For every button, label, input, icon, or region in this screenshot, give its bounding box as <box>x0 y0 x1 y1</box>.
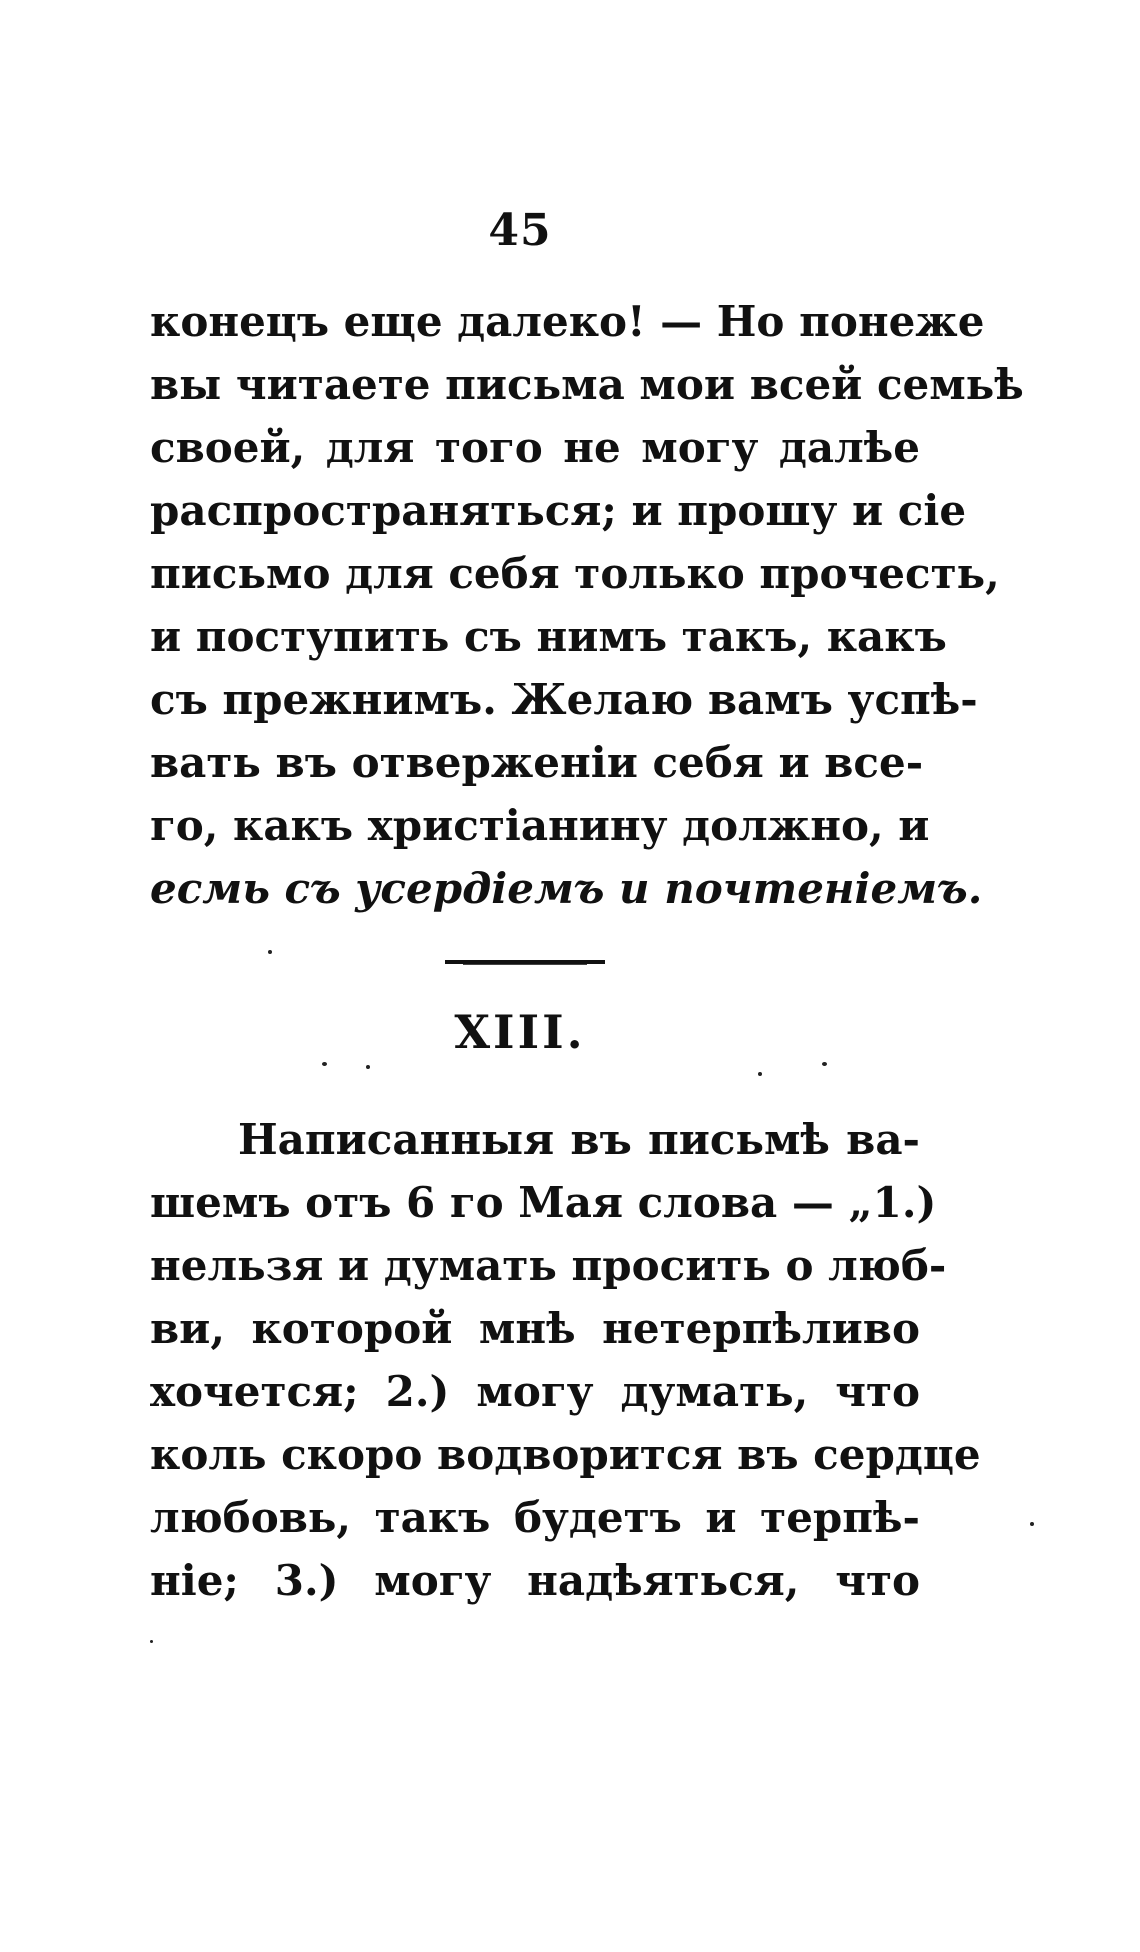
paragraph-continuation <box>150 290 1024 920</box>
text-line: коль скоро водворится въ сердце <box>150 1430 981 1479</box>
text-line: хочется; 2.) могу думать, что <box>150 1367 920 1416</box>
scan-speck <box>366 1065 370 1069</box>
scan-speck <box>758 1072 762 1076</box>
text-line: ніе; 3.) могу надѣяться, что <box>150 1556 920 1605</box>
scan-speck <box>822 1062 827 1066</box>
scan-speck <box>150 1640 153 1643</box>
text-line: своей, для того не могу далѣе <box>150 423 920 472</box>
text-line: письмо для себя только прочесть, <box>150 549 1000 598</box>
text-line: и поступить съ нимъ такъ, какъ <box>150 612 947 661</box>
text-line: конецъ еще далеко! — Но понеже <box>150 297 985 346</box>
text-line: Написанныя въ письмѣ ва- <box>238 1115 920 1164</box>
section-heading: XIII. <box>454 1005 586 1059</box>
text-line: любовь, такъ будетъ и терпѣ- <box>150 1493 920 1542</box>
scan-speck <box>268 950 272 954</box>
text-line: ви, которой мнѣ нетерпѣливо <box>150 1304 920 1353</box>
text-line: вать въ отверженіи себя и все- <box>150 738 924 787</box>
text-line: шемъ отъ 6 го Мая слова — „1.) <box>150 1178 937 1227</box>
scan-speck <box>1030 1522 1034 1526</box>
page-number: 45 <box>488 205 552 256</box>
text-line: съ прежнимъ. Желаю вамъ успѣ- <box>150 675 978 724</box>
section-divider <box>445 960 605 964</box>
text-line: го, какъ христіанину должно, и <box>150 801 930 850</box>
text-line: нельзя и думать просить о люб- <box>150 1241 947 1290</box>
text-line: вы читаете письма мои всей семьѣ <box>150 360 1024 409</box>
closing-line: есмь съ усердіемъ и почтеніемъ. <box>150 864 983 913</box>
scan-speck <box>322 1062 327 1066</box>
letter-paragraph <box>150 1108 981 1612</box>
text-line: распространяться; и прошу и сіе <box>150 486 967 535</box>
